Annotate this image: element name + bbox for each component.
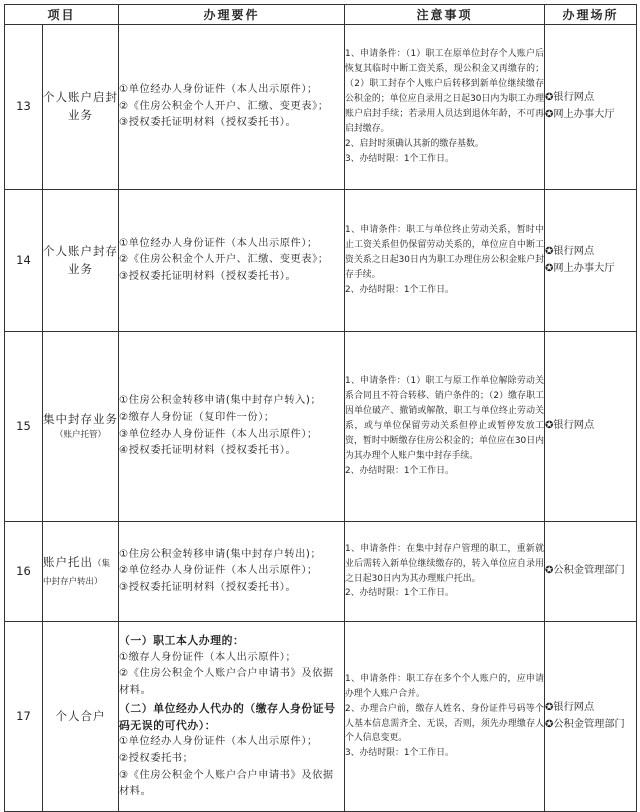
requirement-item: ②授权委托书；	[119, 752, 194, 764]
note-item: 1、申请条件：职工与单位终止劳动关系，暂时中止工资关系但仍保留劳动关系的，单位应自中断工资关系之日起30日内为职工办理住房公积金账户封存手续。	[345, 225, 545, 280]
item-name: 账户托出	[43, 554, 93, 569]
requirement-item: ②《住房公积金个人开户、汇缴、变更表》；	[119, 100, 329, 112]
notes-cell	[345, 622, 545, 812]
note-item: 3、办结时限：1个工作日。	[345, 748, 454, 759]
item-name: 个人账户启封业务	[43, 25, 119, 190]
header-location: 办理场所	[545, 5, 637, 25]
item-name: 个人合户	[43, 622, 119, 812]
requirement-item: ③授权委托证明材料（授权委托书）。	[119, 581, 297, 593]
requirement-item: ②单位经办人身份证件（本人出示原件）；	[119, 565, 318, 577]
note-item: 2、办结时限：1个工作日。	[345, 588, 454, 599]
row-number: 15	[5, 332, 43, 522]
note-item: 1、申请条件：职工存在多个个人账户的，应申请办理个人账户合并。	[345, 673, 545, 699]
star-bullet-icon: ✪	[545, 701, 554, 713]
item-name-cell	[43, 522, 119, 622]
requirements-cell	[119, 332, 345, 522]
note-item: 3、办结时限：1个工作日。	[345, 153, 454, 164]
location-item: 银行网点	[553, 701, 595, 713]
requirement-item: ①单位经办人身份证件（本人出示原件）；	[119, 237, 318, 249]
notes-cell	[345, 25, 545, 190]
notes-cell	[345, 332, 545, 522]
requirement-item: ④授权委托证明材料（授权委托书）。	[119, 445, 297, 457]
requirements-cell	[119, 25, 345, 190]
requirement-item: ①单位经办人身份证件（本人出示原件）；	[119, 736, 318, 748]
requirement-item: ②缴存人身份证（复印件一份）；	[119, 411, 275, 423]
location-item: 公积金管理部门	[553, 565, 625, 577]
item-name-note: （账户托管）	[55, 429, 107, 440]
table-row	[5, 522, 637, 622]
requirement-item: ③单位经办人身份证件（本人出示原件）；	[119, 428, 318, 440]
requirements-cell	[119, 190, 345, 332]
requirement-group-title: （二）单位经办人代办的（缴存人身份证号码无误的可代办）：	[119, 701, 336, 732]
row-number: 16	[5, 522, 43, 622]
star-bullet-icon: ✪	[545, 245, 554, 257]
note-item: 2、办结时限：1个工作日。	[345, 465, 454, 476]
table-row	[5, 25, 637, 190]
star-bullet-icon: ✪	[545, 262, 554, 274]
header-item: 项目	[5, 5, 119, 25]
requirement-group-title: （一）职工本人办理的：	[119, 634, 245, 648]
requirement-item: ②《住房公积金个人开户、汇缴、变更表》；	[119, 254, 329, 266]
requirement-item: ①单位经办人身份证件（本人出示原件）；	[119, 84, 318, 96]
location-item: 银行网点	[553, 420, 595, 432]
requirement-item: ③《住房公积金个人账户合户申请书》及依据材料。	[119, 769, 334, 798]
row-number: 13	[5, 25, 43, 190]
location-cell	[545, 190, 637, 332]
requirement-item: ③授权委托证明材料（授权委托书）。	[119, 117, 297, 129]
star-bullet-icon: ✪	[545, 420, 554, 432]
notes-cell	[345, 522, 545, 622]
star-bullet-icon: ✪	[545, 565, 554, 577]
requirement-item: ③授权委托证明材料（授权委托书）。	[119, 270, 297, 282]
note-item: 1、申请条件：（1）职工在原单位封存个人账户后恢复其临时中断工资关系，现公积金又再缴存的；（2）职工封存个人账户后转移到新单位继续缴存公积金的；单位应自录用之日起30日内为职工办理账户启封手续；若录用人员达到退休年龄，不可再启封缴存。	[345, 49, 545, 134]
requirements-cell	[119, 622, 345, 812]
header-notes: 注意事项	[345, 5, 545, 25]
item-name: 个人账户封存业务	[43, 190, 119, 332]
header-requirements: 办理要件	[119, 5, 345, 25]
note-item: 2、办结时限：1个工作日。	[345, 284, 454, 295]
table-row	[5, 190, 637, 332]
location-item: 公积金管理部门	[553, 718, 625, 730]
location-item: 网上办事大厅	[553, 109, 615, 120]
location-cell	[545, 332, 637, 522]
requirements-cell	[119, 522, 345, 622]
row-number: 14	[5, 190, 43, 332]
table-row	[5, 622, 637, 812]
row-number: 17	[5, 622, 43, 812]
notes-cell	[345, 190, 545, 332]
note-item: 2、启封时须确认其新的缴存基数。	[345, 138, 484, 149]
requirement-item: ①住房公积金转移申请(集中封存户转出)；	[119, 548, 322, 560]
note-item: 1、申请条件：在集中封存户管理的职工，重新就业后需转入新单位继续缴存的，转入单位应自录用之日起30日内为其办理账户托出。	[345, 543, 545, 584]
location-cell	[545, 622, 637, 812]
item-name-note: （集中封存户转出）	[43, 558, 111, 587]
location-item: 网上办事大厅	[553, 262, 615, 274]
star-bullet-icon: ✪	[545, 109, 554, 120]
requirement-item: ①住房公积金转移申请(集中封存户转入)；	[119, 395, 322, 407]
location-cell	[545, 522, 637, 622]
item-name: 集中封存业务	[43, 412, 118, 426]
star-bullet-icon: ✪	[545, 718, 554, 730]
services-table	[4, 4, 637, 812]
location-item: 银行网点	[553, 92, 595, 104]
location-cell	[545, 25, 637, 190]
note-item: 2、办理合户前，缴存人姓名、身份证件号码等个人基本信息需齐全、无误，否则，须先办理缴存人个人信息变更。	[345, 703, 545, 744]
location-item: 银行网点	[553, 245, 595, 257]
note-item: 1、申请条件：（1）职工与原工作单位解除劳动关系合同且不符合转移、销户条件的；（2）缴存职工因单位破产、撤销或解散，职工与单位终止劳动关系，或与单位保留劳动关系但停止或暂停发放工资，暂时中断缴存住房公积金的；单位应在30日内为其办理个人账户集中封存手续。	[345, 376, 545, 461]
star-bullet-icon: ✪	[545, 92, 554, 104]
requirement-item: ②《住房公积金个人账户合户申请书》及依据材料。	[119, 668, 334, 696]
table-row	[5, 332, 637, 522]
item-name-cell	[43, 332, 119, 522]
header-row	[5, 5, 637, 25]
requirement-item: ①缴存人身份证件（本人出示原件）；	[119, 651, 297, 663]
